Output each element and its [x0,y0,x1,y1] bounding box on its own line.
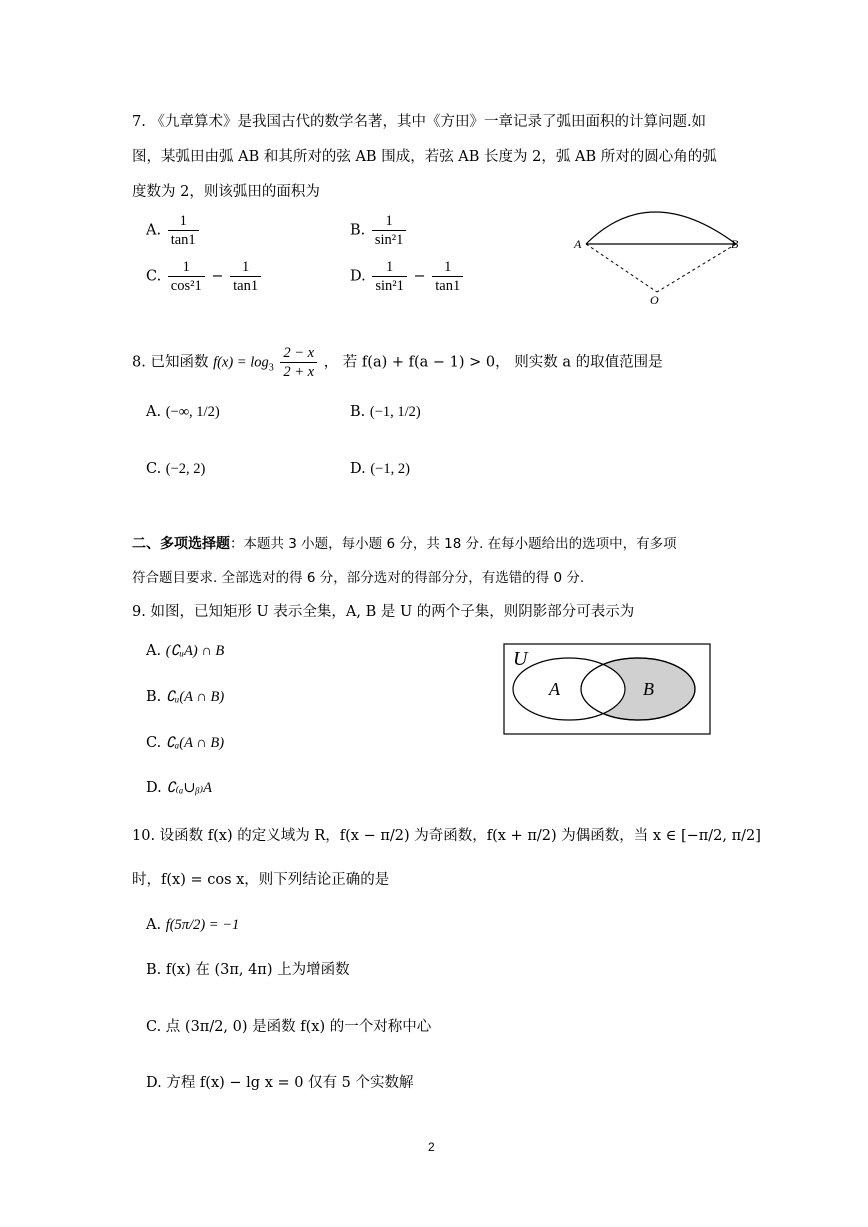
q7-option-c [146,258,263,295]
option-label: D. [146,1075,162,1091]
option-value: 点 (3π/2, 0) 是函数 f(x) 的一个对称中心 [165,1019,432,1035]
q10-stem-line-2: 时，f(x) = cos x，则下列结论正确的是 [132,872,390,888]
q7-stem-line-3: 度数为 2，则该弧田的面积为 [132,184,320,200]
option-label: B. [146,962,162,978]
radius-oa [586,244,657,292]
option-label: A. [146,917,162,933]
option-label: A. [146,404,162,420]
option-label: B. [146,689,162,705]
fraction: $\frac{1}{\tan 1}$ [432,258,463,295]
q7-option-d [350,258,465,295]
q9-option-c [146,733,224,753]
q8-option-c [146,459,205,479]
radius-ob [657,244,736,292]
q10-stem-line-1: 10. 设函数 f(x) 的定义域为 R，f(x − π/2) 为奇函数，f(x + π/2) 为偶函数，当 x ∈ [−π/2, π/2] [132,828,761,844]
fraction: $\frac{1}{\text{cos²1}}$ [168,258,205,295]
log-base: 3 [268,362,274,374]
section-2-header [132,534,677,554]
minus-sign: − [211,268,224,285]
option-value: (−1, 1/2) [369,404,421,420]
q9-option-d [146,778,212,798]
q10-option-c [146,1017,431,1037]
q8-option-a [146,402,220,422]
q10-option-b [146,960,350,980]
fraction: $\frac{1}{\text{sin²1}}$ [372,258,407,295]
option-label: D. [350,461,366,477]
q8-option-d [350,459,410,479]
option-value: f(x) 在 (3π, 4π) 上为增函数 [165,962,350,978]
section-2-instructions-line-2: 符合题目要求. 全部选对的得 6 分，部分选对的得部分分，有选错的得 0 分. [132,570,585,586]
q8-stem [132,344,663,381]
option-value: 方程 f(x) − lg x = 0 仅有 5 个实数解 [166,1075,414,1091]
q8-prefix: 8. 已知函数 [132,354,209,371]
q9-option-a [146,641,224,661]
label-a: A [574,237,582,251]
q9-stem: 9. 如图，已知矩形 U 表示全集，A, B 是 U 的两个子集，则阴影部分可表示为 [132,604,635,620]
minus-sign: − [413,268,426,285]
label-b: B [731,237,739,251]
section-instructions: ：本题共 3 小题，每小题 6 分，共 18 分. 在每小题给出的选项中，有多项 [230,536,677,552]
q8-option-b [350,402,421,422]
option-label: D. [350,268,366,285]
option-label: C. [146,1019,162,1035]
option-label: A. [146,643,162,659]
option-value: (−∞, 1/2) [165,404,220,420]
q8-fraction: $\frac{2 - x}{2 + x}$ [280,344,317,381]
fraction: $\frac{1}{\tan 1}$ [168,212,199,249]
q8-condition: ， 若 f(a) + f(a − 1) > 0， 则实数 a 的取值范围是 [323,354,663,371]
option-label: C. [146,735,162,751]
option-value: (−1, 2) [370,461,410,477]
q10-option-a [146,915,239,935]
q7-stem-line-2: 图，某弧田由弧 AB 和其所对的弦 AB 围成，若弦 AB 长度为 2，弧 AB 所对的圆心角的弧 [132,149,717,165]
q9-option-b [146,687,224,707]
option-label: B. [350,222,366,239]
label-b: B [643,679,654,699]
q8-function: f(x) = log [213,354,269,371]
fraction: $\frac{1}{\text{sin²1}}$ [372,212,407,249]
venn-diagram [503,643,713,737]
q7-option-b [350,212,408,249]
option-value: ∁₍ₐ∪ᵦ₎A [166,780,213,796]
q10-option-d [146,1073,414,1093]
option-label: C. [146,268,162,285]
label-a: A [549,679,560,699]
option-value: (−2, 2) [165,461,206,477]
option-value: ∁ₐ(A ∩ B) [165,735,225,751]
option-value: f(5π/2) = −1 [165,917,240,933]
label-o: O [650,293,659,307]
arc-field-figure [570,200,750,310]
section-title: 二、多项选择题 [132,536,230,552]
option-value: (∁ᵤA) ∩ B [165,643,225,659]
q7-stem-line-1: 7. 《九章算术》是我国古代的数学名著，其中《方田》一章记录了弧田面积的计算问题.如 [132,114,707,130]
option-label: D. [146,780,162,796]
option-label: B. [350,404,366,420]
page-number: 2 [428,1140,435,1154]
q7-option-a [146,212,201,249]
option-label: A. [146,222,162,239]
option-label: C. [146,461,162,477]
arc-ab [586,212,736,244]
label-u: U [513,648,528,670]
fraction: $\frac{1}{\tan 1}$ [230,258,261,295]
option-value: ∁ᵤ(A ∩ B) [165,689,225,705]
